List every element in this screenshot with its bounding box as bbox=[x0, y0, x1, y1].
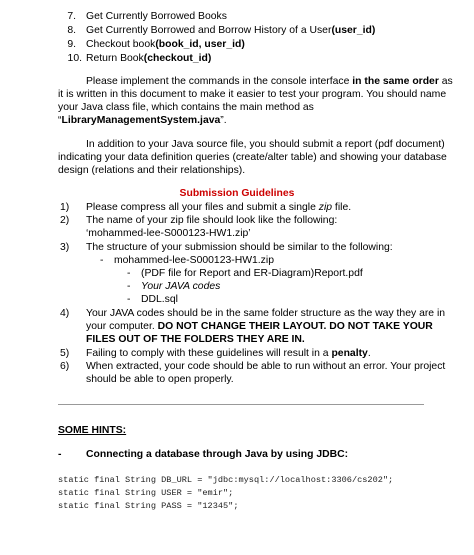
paragraph-line: Please implement the commands in the console interface in the same order as bbox=[86, 76, 453, 87]
code-line: static final String PASS = "12345"; bbox=[58, 501, 239, 511]
guideline-text: The structure of your submission should be similar to the following: bbox=[86, 242, 393, 253]
guideline-number: 3) bbox=[60, 242, 70, 253]
paragraph-line: design (relations and their relationships). bbox=[58, 165, 246, 176]
tree-dash: - bbox=[127, 268, 131, 279]
guideline-text: When extracted, your code should be able to run without an error. Your project bbox=[86, 361, 446, 372]
list-number-8: 8. bbox=[67, 25, 76, 36]
guideline-number: 1) bbox=[60, 202, 70, 213]
guideline-number: 6) bbox=[60, 361, 70, 372]
hints-dash: - bbox=[58, 449, 62, 460]
tree-folder: mohammed-lee-S000123-HW1.zip bbox=[114, 255, 274, 266]
tree-dash: - bbox=[100, 255, 104, 266]
guideline-number: 5) bbox=[60, 348, 70, 359]
guideline-text: ‘mohammed-lee-S000123-HW1.zip’ bbox=[86, 228, 251, 239]
code-line: static final String USER = "emir"; bbox=[58, 488, 234, 498]
tree-child: DDL.sql bbox=[141, 294, 178, 305]
guideline-number: 2) bbox=[60, 215, 70, 226]
list-number-7: 7. bbox=[67, 11, 76, 22]
paragraph-line: In addition to your Java source file, you should submit a report (pdf document) bbox=[86, 139, 445, 150]
guideline-text: FILES OUT OF THE FOLDERS THEY ARE IN. bbox=[86, 334, 305, 345]
tree-child: Your JAVA codes bbox=[141, 281, 221, 292]
tree-child: (PDF file for Report and ER-Diagram)Report.pdf bbox=[141, 268, 363, 279]
list-item-text: Get Currently Borrowed and Borrow History of a User(user_id) bbox=[86, 25, 376, 36]
tree-dash: - bbox=[127, 281, 131, 292]
paragraph-line: it is written in this document to make it easier to test your program. You should name bbox=[58, 89, 447, 100]
submission-heading: Submission Guidelines bbox=[179, 188, 295, 199]
tree-dash: - bbox=[127, 294, 131, 305]
list-item-text: Checkout book(book_id, user_id) bbox=[86, 39, 245, 50]
section-divider bbox=[58, 404, 424, 405]
guideline-text: Please compress all your files and submit a single zip file. bbox=[86, 202, 352, 213]
guideline-number: 4) bbox=[60, 308, 70, 319]
list-item-text: Return Book(checkout_id) bbox=[86, 53, 212, 64]
list-number-10: 10. bbox=[67, 53, 82, 64]
guideline-text: Your JAVA codes should be in the same folder structure as the way they are in bbox=[86, 308, 446, 319]
code-line: static final String DB_URL = "jdbc:mysql://localhost:3306/cs202"; bbox=[58, 475, 394, 485]
guideline-text: Failing to comply with these guidelines will result in a penalty. bbox=[86, 348, 371, 359]
paragraph-line: your Java class file, which contains the main method as bbox=[58, 102, 314, 113]
list-item-text: Get Currently Borrowed Books bbox=[86, 11, 227, 22]
list-number-9: 9. bbox=[67, 39, 76, 50]
guideline-text: The name of your zip file should look like the following: bbox=[86, 215, 338, 226]
paragraph-line: indicating your data definition queries (create/alter table) and showing your database bbox=[58, 152, 447, 163]
guideline-text: your computer. DO NOT CHANGE THEIR LAYOUT. DO NOT TAKE YOUR bbox=[86, 321, 433, 332]
paragraph-line: “LibraryManagementSystem.java”. bbox=[58, 115, 227, 126]
hints-subtitle: Connecting a database through Java by using JDBC: bbox=[86, 449, 349, 460]
hints-title: SOME HINTS: bbox=[58, 425, 127, 436]
guideline-text: should be able to open properly. bbox=[86, 374, 234, 385]
